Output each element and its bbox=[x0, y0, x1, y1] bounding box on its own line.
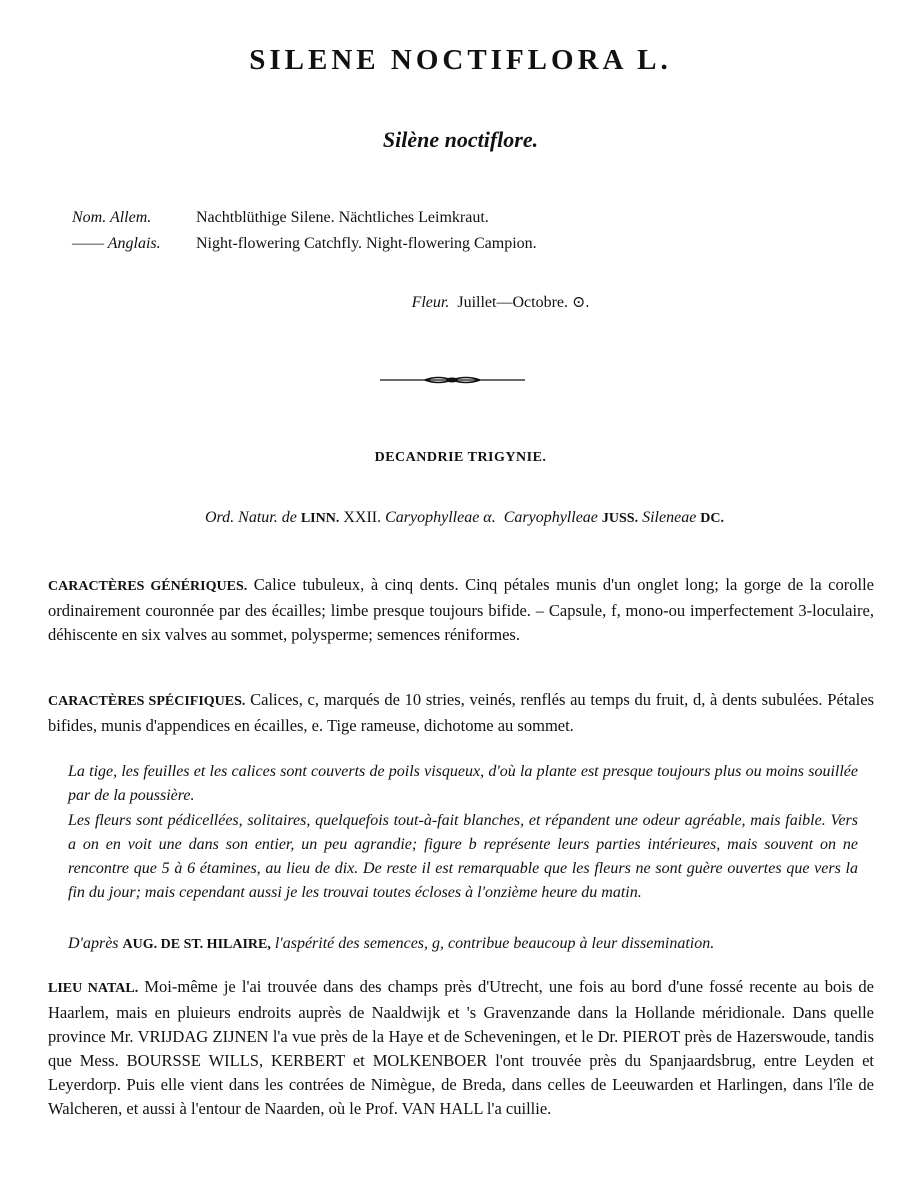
habitat-label: LIEU NATAL. bbox=[48, 981, 139, 996]
ditto-dash: —— bbox=[72, 235, 104, 252]
specific-label: CARACTÈRES SPÉCIFIQUES. bbox=[48, 694, 246, 709]
flowering-label: Fleur. bbox=[411, 294, 450, 311]
ord-author-dc: DC. bbox=[700, 511, 725, 526]
english-names: Night-flowering Catchfly. Night-flowering Campion. bbox=[196, 235, 537, 252]
note-seeds-prefix: D'après bbox=[68, 935, 119, 952]
linnaean-class: DECANDRIE TRIGYNIE. bbox=[374, 450, 547, 465]
german-names: Nachtblüthige Silene. Nächtliches Leimkraut. bbox=[196, 209, 489, 226]
habitat-text: Moi-même je l'ai trouvée dans des champs près d'Utrecht, une fois au bord d'une fossé recente au bois de Haarlem, mais en pluieurs endroits auprès de Naaldwijk et 's Gravenzande dans la Hollande méridionale. Dans quelle province Mr. VRIJDAG ZIJNEN l'a vue près de la Haye et de Scheveningen, et le Dr. PIEROT près de Hazerswoude, tandis que Mess. BOURSSE WILLS, KERBERT et MOLKENBOER l'ont trouvée près du Spanjaardsbrug, entre Leyden et Leyerdorp. Puis elle vient dans les contrées de Nimègue, de Breda, dans celles de Leeuwarden et Harlingen, dans l'île de Walcheren, et aussi à l'entour de Naarden, où le Prof. VAN HALL l'a cuillie. bbox=[48, 977, 874, 1118]
ord-number: XXII. bbox=[343, 509, 382, 526]
generic-label: CARACTÈRES GÉNÉRIQUES. bbox=[48, 579, 248, 594]
generic-characters bbox=[48, 573, 874, 647]
english-name-row bbox=[72, 231, 537, 257]
english-label: Anglais. bbox=[107, 235, 161, 252]
ord-author-linn: LINN. bbox=[300, 511, 340, 526]
generic-text: Calice tubuleux, à cinq dents. Cinq pétales munis d'un onglet long; la gorge de la corolle ordinairement couronnée par des écailles; limbe presque toujours bifide. – Capsule, f, mono-ou imperfectement 3-loculaire, déhiscente en six valves au sommet, polysperme; semences réniformes. bbox=[48, 575, 874, 644]
note-seeds bbox=[68, 932, 858, 957]
note-stem: La tige, les feuilles et les calices sont couverts de poils visqueux, d'où la plante est presque toujours plus ou moins souillée par de la poussière. bbox=[68, 763, 858, 804]
flowering-text: Juillet—Octobre. ⊙. bbox=[457, 294, 590, 311]
note-seeds-text: l'aspérité des semences, g, contribue beaucoup à leur dissemination. bbox=[274, 935, 715, 952]
page-title: SILENE NOCTIFLORA L. bbox=[249, 44, 672, 76]
ord-author-juss: JUSS. bbox=[601, 511, 639, 526]
specific-characters bbox=[48, 688, 874, 738]
natural-order bbox=[0, 509, 921, 527]
ord-family-2: Caryophylleae bbox=[503, 509, 598, 526]
ord-tribe: Sileneae bbox=[642, 509, 697, 526]
common-names bbox=[72, 205, 537, 257]
flowering-period bbox=[0, 292, 921, 312]
ornament-divider bbox=[380, 373, 525, 387]
native-habitat bbox=[48, 975, 874, 1121]
ord-text: Ord. Natur. de bbox=[204, 509, 297, 526]
german-name-row bbox=[72, 205, 537, 231]
ord-family-1: Caryophylleae α. bbox=[385, 509, 496, 526]
specific-text: Calices, c, marqués de 10 stries, veinés, renflés au temps du fruit, d, à dents subulées. Pétales bifides, munis d'appendices en écailles, e. Tige rameuse, dichotome au sommet. bbox=[48, 690, 875, 735]
note-seeds-author: AUG. DE ST. HILAIRE, bbox=[122, 937, 271, 952]
note-flowers: Les fleurs sont pédicellées, solitaires, quelquefois tout-à-fait blanches, et répandent une odeur agréable, mais faible. Vers a on en voit une dans son entier, un peu agrandie; figure b représente leurs parties intérieures, mais souvent on ne rencontre que 5 à 6 étamines, au lieu de dix. De reste il est remarquable que les fleurs ne sont guère ouvertes que vers la fin du jour; mais cependant aussi je les trouvai toutes écloses à l'onzième heure du matin. bbox=[68, 812, 858, 901]
page-subtitle: Silène noctiflore. bbox=[382, 127, 539, 152]
german-label: Nom. Allem. bbox=[72, 209, 152, 226]
